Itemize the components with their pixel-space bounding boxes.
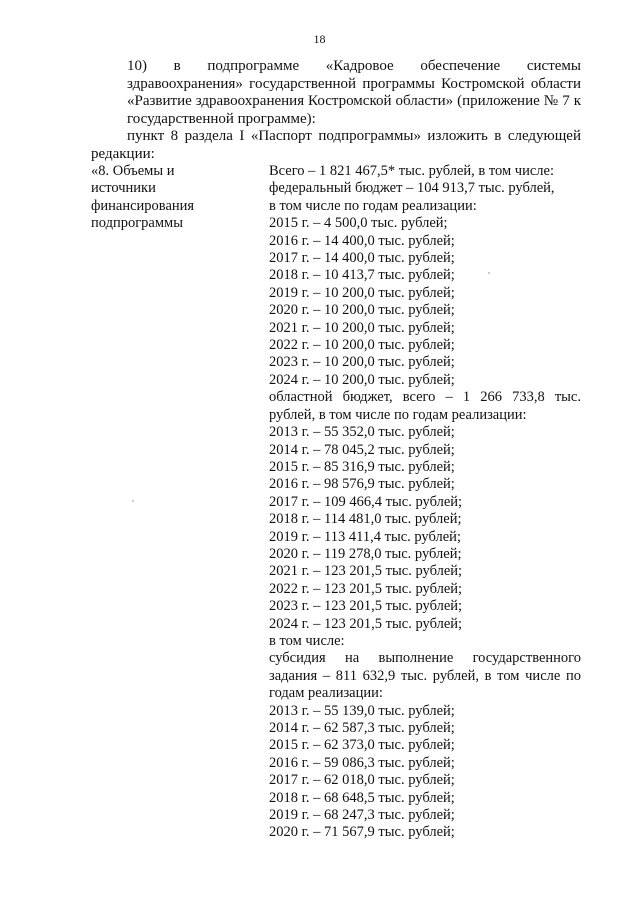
text-line: здравоохранения» государственной программы Костромской области — [127, 75, 581, 92]
funding-line: 2016 г. – 98 576,9 тыс. рублей; — [269, 476, 455, 493]
funding-line: в том числе по годам реализации: — [269, 197, 477, 214]
funding-line: 2020 г. – 71 567,9 тыс. рублей; — [269, 824, 455, 841]
passport-item-label — [91, 163, 251, 233]
page-number: 18 — [313, 32, 326, 46]
funding-line: 2015 г. – 4 500,0 тыс. рублей; — [269, 215, 448, 232]
funding-line: рублей, в том числе по годам реализации: — [269, 406, 527, 423]
funding-line: 2015 г. – 85 316,9 тыс. рублей; — [269, 458, 455, 475]
label-line: подпрограммы — [91, 215, 183, 232]
funding-line: 2016 г. – 14 400,0 тыс. рублей; — [269, 232, 455, 249]
funding-details — [269, 163, 581, 842]
funding-line: 2023 г. – 10 200,0 тыс. рублей; — [269, 354, 455, 371]
funding-line: 2024 г. – 123 201,5 тыс. рублей; — [269, 615, 463, 632]
funding-line: 2015 г. – 62 373,0 тыс. рублей; — [269, 737, 455, 754]
paragraph-amendment-intro — [91, 58, 581, 128]
funding-line: 2019 г. – 10 200,0 тыс. рублей; — [269, 284, 455, 301]
funding-line: субсидия на выполнение государственного — [269, 650, 581, 667]
text-line: 10) в подпрограмме «Кадровое обеспечение системы — [127, 58, 581, 74]
funding-line: 2019 г. – 113 411,4 тыс. рублей; — [269, 528, 461, 545]
funding-line: 2014 г. – 78 045,2 тыс. рублей; — [269, 441, 455, 458]
funding-line: 2020 г. – 119 278,0 тыс. рублей; — [269, 545, 462, 562]
funding-line: 2017 г. – 62 018,0 тыс. рублей; — [269, 772, 455, 789]
label-line: источники — [91, 180, 156, 197]
funding-line: 2024 г. – 10 200,0 тыс. рублей; — [269, 371, 455, 388]
label-line: финансирования — [91, 197, 195, 214]
funding-line: 2019 г. – 68 247,3 тыс. рублей; — [269, 807, 455, 824]
funding-line: 2017 г. – 14 400,0 тыс. рублей; — [269, 250, 455, 267]
text-line: пункт 8 раздела I «Паспорт подпрограммы» изложить в следующей — [127, 128, 581, 144]
funding-line: в том числе: — [269, 632, 345, 649]
scan-speck — [132, 500, 134, 502]
funding-line: федеральный бюджет – 104 913,7 тыс. рублей, — [269, 180, 555, 197]
funding-line: задания – 811 632,9 тыс. рублей, в том числе по — [269, 667, 581, 684]
funding-line: 2013 г. – 55 139,0 тыс. рублей; — [269, 702, 455, 719]
funding-line: 2018 г. – 114 481,0 тыс. рублей; — [269, 511, 462, 528]
funding-line: 2020 г. – 10 200,0 тыс. рублей; — [269, 302, 455, 319]
funding-line: 2013 г. – 55 352,0 тыс. рублей; — [269, 424, 455, 441]
funding-line: 2021 г. – 10 200,0 тыс. рублей; — [269, 319, 455, 336]
funding-line: областной бюджет, всего – 1 266 733,8 тыс. — [269, 389, 581, 406]
text-line: государственной программе): — [127, 110, 316, 127]
paragraph-instruction — [91, 128, 581, 163]
funding-line: Всего – 1 821 467,5* тыс. рублей, в том числе: — [269, 163, 554, 179]
funding-line: 2022 г. – 123 201,5 тыс. рублей; — [269, 580, 463, 597]
funding-line: 2014 г. – 62 587,3 тыс. рублей; — [269, 720, 455, 736]
funding-line: годам реализации: — [269, 685, 383, 702]
text-line: редакции: — [91, 145, 155, 162]
funding-line: 2016 г. – 59 086,3 тыс. рублей; — [269, 754, 455, 771]
funding-line: 2022 г. – 10 200,0 тыс. рублей; — [269, 337, 455, 354]
funding-line: 2017 г. – 109 466,4 тыс. рублей; — [269, 493, 463, 510]
funding-line: 2018 г. – 10 413,7 тыс. рублей; — [269, 267, 455, 284]
label-line: «8. Объемы и — [91, 163, 175, 179]
scan-speck — [488, 272, 490, 274]
funding-line: 2018 г. – 68 648,5 тыс. рублей; — [269, 789, 455, 806]
text-line: «Развитие здравоохранения Костромской области» (приложение № 7 к — [127, 93, 581, 109]
funding-line: 2021 г. – 123 201,5 тыс. рублей; — [269, 563, 463, 580]
funding-line: 2023 г. – 123 201,5 тыс. рублей; — [269, 598, 463, 615]
